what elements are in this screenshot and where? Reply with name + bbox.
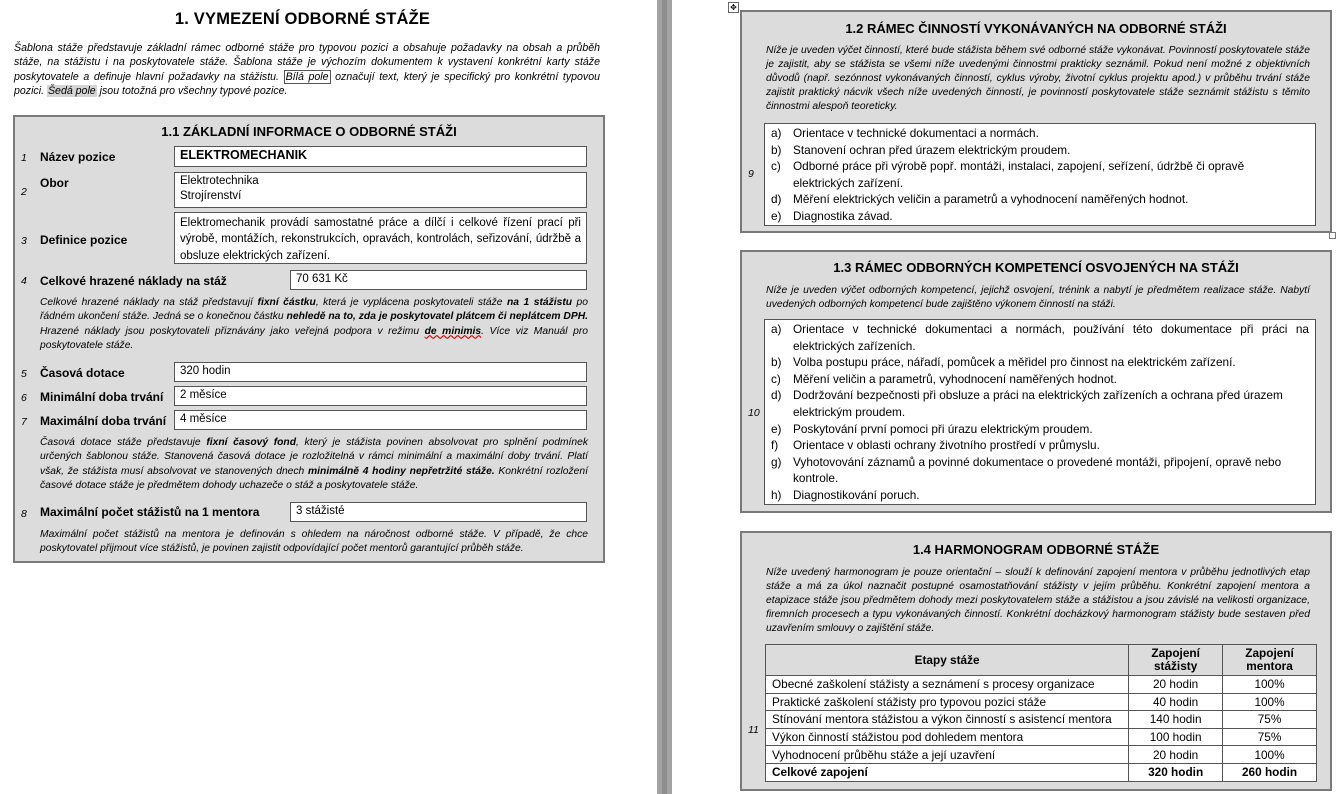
section-1-4-box [740,531,1332,791]
list-text: Volba postupu práce, nářadí, pomůcek a měřidel pro činnost na elektrickém zařízení. [793,355,1236,370]
list-item [771,454,1309,487]
row-number: 8 [21,508,27,520]
list-item [771,191,1309,208]
section-1-1-title: 1.1 ZÁKLADNÍ INFORMACE O ODBORNÉ STÁŽI [161,124,457,139]
section-1-4-description: Níže uvedený harmonogram je pouze orientační – slouží k definování zapojení mentora v průběhu jednotlivých etap stáže a má za úkol naznačit postupné osamostatňování stážisty v jejím průběhu. Konkrétní zapojení mentora a etapizace stáže jsou předmětem dohody mezi poskytovatelem stáže a stážistou a jsou závislé na velikosti organizace, firemních procesech a typu vykonávaných činností. Konkrétní docházkový harmonogram stážisty bude sestaven před uzavřením smlouvy o zajištění stáže. [766,567,1310,634]
section-1-4-title: 1.4 HARMONOGRAM ODBORNÉ STÁŽE [912,542,1160,557]
label-time-allocation: Časová dotace [40,366,125,380]
note-text: Celkové hrazené náklady na stáž představují [40,297,258,308]
list-letter: f) [771,438,779,453]
cell-mentor[interactable]: 100% [1223,746,1317,764]
cell-total-label[interactable]: Celkové zapojení [766,763,1129,781]
field-position-name[interactable]: ELEKTROMECHANIK [174,146,587,167]
list-item [771,158,1309,191]
note-bold: nehledě na to, zda je poskytovatel plátcem či neplátcem DPH. [286,311,588,323]
section-1-3-title: 1.3 RÁMEC ODBORNÝCH KOMPETENCÍ OSVOJENÝCH NA STÁŽI [833,260,1239,275]
cell-stage[interactable]: Praktické zaškolení stážisty pro typovou pozici stáže [766,693,1129,711]
list-letter: e) [771,208,782,223]
intro-text: Šablona stáže představuje základní rámec odborné stáže pro typovou pozici a obsahuje požadavky na obsah a průběh stáže, na stážistu i na poskytovatele stáže. Šablona stáže je výchozím dokumentem k vystavení konkrétní karty stáže poskytovatele a definuje hlavní požadavky na stážistu. [14,42,600,83]
field-time-allocation[interactable]: 320 hodin [174,362,587,382]
list-item [771,371,1309,388]
list-letter: a) [771,322,782,336]
note-bold: fixní časový fond [206,437,297,448]
table-header-row [766,645,1317,676]
row-number: 5 [21,368,27,380]
section-1-intro [14,41,600,99]
field-value-line: Elektrotechnika [180,175,259,187]
list-text: Vyhotovování záznamů a povinné dokumentace o provedené montáži, připojení, opravě nebo kontrole. [793,454,1282,486]
page-gutter-shadow [662,0,667,794]
field-max-trainees[interactable]: 3 stážisté [290,502,587,522]
label-max-duration: Maximální doba trvání [40,414,167,428]
row-number: 9 [748,168,754,180]
list-item [771,321,1309,354]
gray-field-sample: Šedá pole [47,85,96,98]
list-letter: g) [771,454,782,469]
list-text: Poskytování první pomoci při úrazu elektrickým proudem. [793,421,1093,436]
cell-mentor[interactable]: 75% [1223,728,1317,746]
label-position-name: Název pozice [40,150,116,164]
field-min-duration[interactable]: 2 měsíce [174,386,587,406]
list-item [771,142,1309,159]
table-row [766,728,1317,746]
section-1-3-description: Níže je uveden výčet odborných kompetencí, jejichž osvojení, trénink a nabytí je předmětem realizace stáže. Nabytí uvedených odborných kompetencí bude zajištěno výkonem činností na stáži. [766,285,1310,310]
schedule-table [765,644,1317,782]
section-1-2-description: Níže je uveden výčet činností, které bude stážista během své odborné stáže vykonávat. Povinností poskytovatele stáže je zajistit, aby se stážista se všemi níže uvedenými činnostmi prakticky seznámil. Pokud není možné z objektivních důvodů (např. sezónnost vykonávaných činností, cyklus výroby, životní cyklus projektu apod.) v průběhu trvání stáže zajistit praktický nácvik všech níže uvedených činností, je povinností poskytovatele stáže seznámit stážistu s těmito činnostmi alespoň teoreticky. [766,45,1310,112]
list-text: Orientace v technické dokumentaci a normách. [793,126,1039,140]
intro-text: označují text, který je specifický pro konkrétní typovou pozici. [14,70,600,98]
cell-stage[interactable]: Obecné zaškolení stážisty a seznámení s procesy organizace [766,676,1129,694]
row-number: 4 [21,275,27,287]
note-bold: na 1 stážistu [507,297,573,308]
cell-stage[interactable]: Výkon činností stážistou pod dohledem mentora [766,728,1129,746]
note-bold: de minimis [424,325,482,337]
header-stages: Etapy stáže [766,645,1129,676]
list-item [771,354,1309,371]
cell-trainee[interactable]: 20 hodin [1129,746,1223,764]
note-text: , která je vyplácena poskytovateli stáže [315,297,507,308]
list-text: Diagnostika závad. [793,208,893,223]
label-total-costs: Celkové hrazené náklady na stáž [40,274,227,288]
cell-trainee[interactable]: 20 hodin [1129,676,1223,694]
section-1-3-box [740,250,1332,513]
list-text: Orientace v oblasti ochrany životního prostředí v průmyslu. [793,438,1100,453]
list-item [771,487,1309,504]
label-min-duration: Minimální doba trvání [40,390,164,404]
table-row [766,693,1317,711]
list-letter: c) [771,159,781,174]
list-letter: b) [771,355,782,370]
field-total-costs[interactable]: 70 631 Kč [290,270,587,290]
cell-mentor[interactable]: 100% [1223,676,1317,694]
note-text: po řádném ukončení stáže. Jedná se o konečnou částku [40,297,589,323]
header-trainee-involvement: Zapojení stážisty [1129,645,1223,676]
list-text: Měření elektrických veličin a parametrů a vyhodnocení naměřených hodnot. [793,192,1189,207]
cell-mentor[interactable]: 75% [1223,711,1317,729]
label-position-definition: Definice pozice [40,233,128,247]
row-number: 3 [21,235,27,247]
cell-trainee[interactable]: 100 hodin [1129,728,1223,746]
list-item [771,387,1309,420]
list-text: Měření veličin a parametrů, vyhodnocení naměřených hodnot. [793,371,1117,386]
row-number: 10 [748,407,760,419]
row-number: 1 [21,152,27,164]
table-resize-handle-icon[interactable] [1329,232,1336,239]
note-text: , který je stážista povinen absolvovat pro splnění podmínek určených šablonou stáže. Stanovená časová dotace je rozložitelná v rámci minimální a maximální doby trvání. Platí však, že stážista musí absolvovat ve stanovených dnech [40,437,588,477]
cell-total-mentor[interactable]: 260 hodin [1223,763,1317,781]
list-letter: a) [771,126,782,140]
table-row [766,746,1317,764]
section-1-title: 1. VYMEZENÍ ODBORNÉ STÁŽE [174,10,431,28]
page-gutter [657,0,672,794]
list-letter: d) [771,192,782,207]
list-letter: b) [771,142,782,157]
row-number: 11 [748,724,759,736]
note-text: Časová dotace stáže představuje [40,437,207,448]
cell-mentor[interactable]: 100% [1223,693,1317,711]
list-letter: c) [771,371,781,386]
list-text: Orientace v technické dokumentaci a normách, používání této dokumentace při práci na elektrických zařízeních. [793,322,1309,353]
activities-list[interactable] [764,123,1316,226]
list-text: Dodržování bezpečnosti při obsluze a práci na elektrických zařízeních a ochrana před úrazem elektrickým proudem. [793,388,1283,419]
list-item [771,125,1309,142]
cell-stage[interactable]: Vyhodnocení průběhu stáže a její uzavření [766,746,1129,764]
note-time [40,436,588,493]
section-1-2-box [740,10,1332,233]
list-text: Diagnostikování poruch. [793,487,920,502]
note-text: . Více viz Manuál pro poskytovatele stáže. [40,325,588,351]
list-text: Stanovení ochran před úrazem elektrickým proudem. [793,142,1071,157]
section-1-1-box [13,115,605,563]
list-letter: e) [771,421,782,436]
cell-total-trainee[interactable]: 320 hodin [1129,763,1223,781]
note-text: Hrazené náklady jsou poskytovateli přiznávány jako veřejná podpora v režimu [40,325,425,337]
field-value-line: Strojírenství [180,190,242,202]
intro-text: jsou totožná pro všechny typové pozice. [96,85,288,98]
competencies-list[interactable] [764,319,1316,505]
cell-stage[interactable]: Stínování mentora stážistou a výkon činností s asistencí mentora [766,711,1129,729]
list-text: Odborné práce při výrobě popř. montáži, instalaci, zapojení, seřízení, údržbě či opravě elektrických zařízení. [793,159,1245,190]
note-costs [40,296,588,353]
field-max-duration[interactable]: 4 měsíce [174,410,587,430]
field-field-of-study[interactable] [174,172,587,208]
row-number: 7 [21,416,27,428]
table-row [766,676,1317,694]
table-move-handle-icon[interactable]: ✥ [728,2,739,13]
table-total-row [766,763,1317,781]
cell-trainee[interactable]: 40 hodin [1129,693,1223,711]
list-item [771,208,1309,225]
list-item [771,437,1309,454]
section-1-2-title: 1.2 RÁMEC ČINNOSTÍ VYKONÁVANÝCH NA ODBORNÉ STÁŽI [845,21,1227,36]
note-bold: fixní částku [257,297,316,308]
note-bold: minimálně 4 hodiny nepřetržité stáže. [308,465,495,477]
cell-trainee[interactable]: 140 hodin [1129,711,1223,729]
list-item [771,421,1309,438]
row-number: 6 [21,392,27,404]
note-mentor: Maximální počet stážistů na mentora je definován s ohledem na náročnost odborné stáže. V případě, že chce poskytovatel přijmout více stážistů, je povinen zajistit odpovídající počet mentorů garantující průběh stáže. [40,529,588,555]
header-mentor-involvement: Zapojení mentora [1223,645,1317,676]
label-field-of-study: Obor [40,176,69,190]
list-letter: d) [771,388,782,403]
row-number: 2 [21,186,27,198]
note-text: Konkrétní rozložení časové dotace stáže je předmětem dohody uchazeče o stáž a poskytovatele stáže. [40,465,588,491]
table-row [766,711,1317,729]
white-field-sample: Bílá pole [285,70,329,83]
label-max-trainees: Maximální počet stážistů na 1 mentora [40,505,260,519]
list-letter: h) [771,487,782,502]
field-position-definition[interactable]: Elektromechanik provádí samostatné práce a dílčí i celkové řízení prací při výrobě, montážích, rekonstrukcích, opravách, kontrolách, seřizování, údržbě a obsluze elektrických zařízení. [174,212,587,264]
